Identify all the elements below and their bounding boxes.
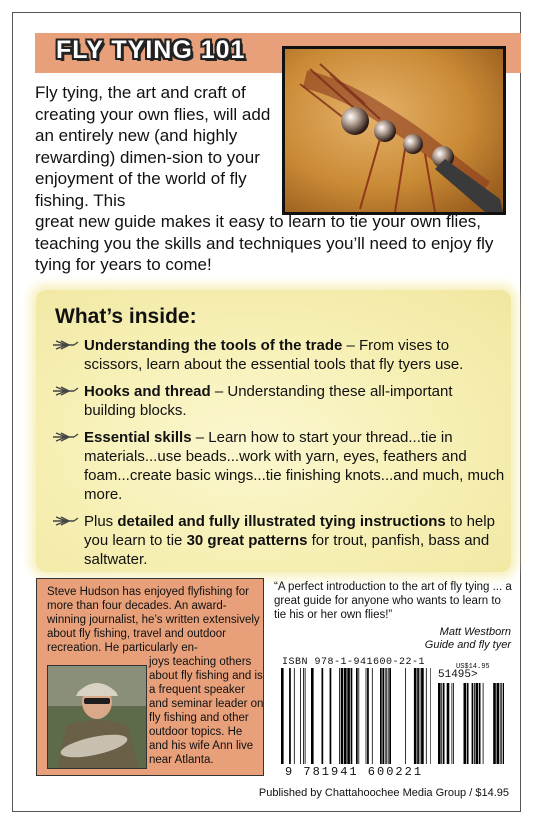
- fly-bullet-icon: [52, 385, 80, 397]
- barcode-bar: [303, 668, 304, 764]
- barcode-bar: [339, 668, 340, 764]
- list-item-text: Plus: [84, 513, 118, 530]
- list-item-bold: Hooks and thread: [84, 383, 211, 400]
- barcode-digits: 9 781941 600221: [285, 765, 424, 779]
- fly-bullet-icon: [52, 515, 80, 527]
- barcode-bar: [503, 683, 504, 764]
- barcode-bar: [341, 668, 344, 764]
- barcode-bar: [344, 668, 347, 764]
- list-item-bold: detailed and fully illustrated tying instructions: [117, 513, 446, 530]
- barcode-bar: [289, 668, 291, 764]
- barcode-bar: [330, 668, 332, 764]
- barcode-bar: [385, 668, 386, 764]
- barcode-bar: [389, 668, 391, 764]
- barcode-bar: [483, 683, 484, 764]
- fly-bullet-icon: [52, 431, 80, 443]
- review-quote: “A perfect introduction to the art of fly tying ... a great guide for anyone who wants to learn to tie his or her own flies!”: [274, 581, 512, 621]
- barcode-bar: [358, 668, 359, 764]
- barcode-bar: [467, 683, 469, 764]
- barcode-bar: [322, 668, 324, 764]
- bio-text-narrow: joys teaching others about fly fishing and is a frequent speaker and seminar leader on fly fishing and other outdoor topics. He and his wife Ann live near Atlanta.: [149, 656, 264, 766]
- barcode-bar: [501, 683, 502, 764]
- list-item-text: for trout, panfish, bass and saltwater.: [84, 532, 490, 568]
- barcode-bar: [452, 683, 453, 764]
- barcode-bar: [367, 668, 369, 764]
- author-illustration: [48, 666, 146, 768]
- intro-paragraph: [35, 82, 515, 276]
- barcode-bar: [382, 668, 384, 764]
- barcode-bar: [366, 668, 367, 764]
- intro-text-full: great new guide makes it easy to learn to tie your own flies, teaching you the skills and techniques you’ll need to enjoy fly tying for years to come!: [35, 212, 494, 274]
- barcode-bar: [347, 668, 350, 764]
- barcode-bar: [356, 668, 358, 764]
- barcode-bar: [281, 668, 284, 764]
- barcode-addon: [438, 683, 504, 764]
- barcode-bar: [420, 668, 421, 764]
- price-code: US$14.95: [456, 663, 490, 671]
- barcode-bar: [453, 683, 454, 764]
- whats-inside-heading: What’s inside:: [55, 305, 197, 328]
- barcode-bar: [476, 683, 479, 764]
- barcode-bar: [380, 668, 382, 764]
- barcode-bar: [386, 668, 387, 764]
- list-item-text: – From vises to scissors, learn about the essential tools that fly tyers use.: [84, 337, 464, 373]
- barcode-bar: [441, 683, 442, 764]
- publisher-line: Published by Chattahoochee Media Group / $14.95: [258, 787, 509, 799]
- quote-author-title: Guide and fly tyer: [424, 639, 511, 651]
- barcode-bar: [443, 683, 445, 764]
- bio-text-wide: Steve Hudson has enjoyed flyfishing for more than four decades. An award-winning journalist, he’s written extensively about fly fishing, travel and outdoor recreation. He particularly en-: [47, 586, 260, 654]
- barcode-bar: [493, 683, 496, 764]
- fly-bullet-icon: [52, 339, 80, 351]
- quote-author-name: Matt Westborn: [439, 626, 511, 638]
- list-item-text: – Understanding these all-important building blocks.: [84, 383, 453, 419]
- barcode-bar: [421, 668, 424, 764]
- barcode-main: [281, 668, 431, 764]
- list-item-text: – Learn how to start your thread...tie in materials...use beads...work with yarn, eyes, feathers and foam...create basic wings...tie finishing knots...and much, much more.: [84, 429, 505, 503]
- barcode-bar: [294, 668, 295, 764]
- barcode-bar: [497, 683, 500, 764]
- barcode-bar: [417, 668, 419, 764]
- barcode-bar: [405, 668, 406, 764]
- intro-text-wrapped: Fly tying, the art and craft of creating your own flies, will add an entirely new (and highly rewarding) dimen-sion to your enjoyment of the world of fly fishing. This: [35, 83, 271, 210]
- author-photo: [47, 665, 147, 769]
- barcode-bar: [305, 668, 306, 764]
- barcode-bar: [300, 668, 301, 764]
- list-item: [52, 428, 507, 504]
- isbn-label: ISBN 978-1-941600-22-1: [282, 657, 426, 668]
- barcode-bar: [472, 683, 474, 764]
- list-item-bold: 30 great patterns: [186, 532, 308, 549]
- list-item: [52, 512, 507, 569]
- list-item-bold: Understanding the tools of the trade: [84, 337, 343, 354]
- barcode-bar: [447, 683, 450, 764]
- barcode-bar: [311, 668, 314, 764]
- list-item: [52, 382, 507, 420]
- barcode-bar: [430, 668, 431, 764]
- list-item-text: to help you learn to tie: [84, 513, 495, 549]
- barcode-bar: [464, 683, 467, 764]
- barcode-addon-digits: 51495>: [438, 669, 478, 681]
- list-item: [52, 336, 507, 374]
- barcode-bar: [500, 683, 501, 764]
- barcode-bar: [426, 668, 427, 764]
- barcode-bar: [414, 668, 417, 764]
- barcode-bar: [372, 668, 373, 764]
- whats-inside-list: [52, 336, 507, 577]
- page-title: FLY TYING 101: [56, 36, 246, 64]
- quote-attribution: [425, 626, 511, 652]
- barcode-bar: [479, 683, 481, 764]
- barcode-bar: [388, 668, 389, 764]
- barcode-bar: [438, 683, 441, 764]
- barcode-bar: [474, 683, 475, 764]
- list-item-bold: Essential skills: [84, 429, 192, 446]
- barcode-bar: [351, 668, 353, 764]
